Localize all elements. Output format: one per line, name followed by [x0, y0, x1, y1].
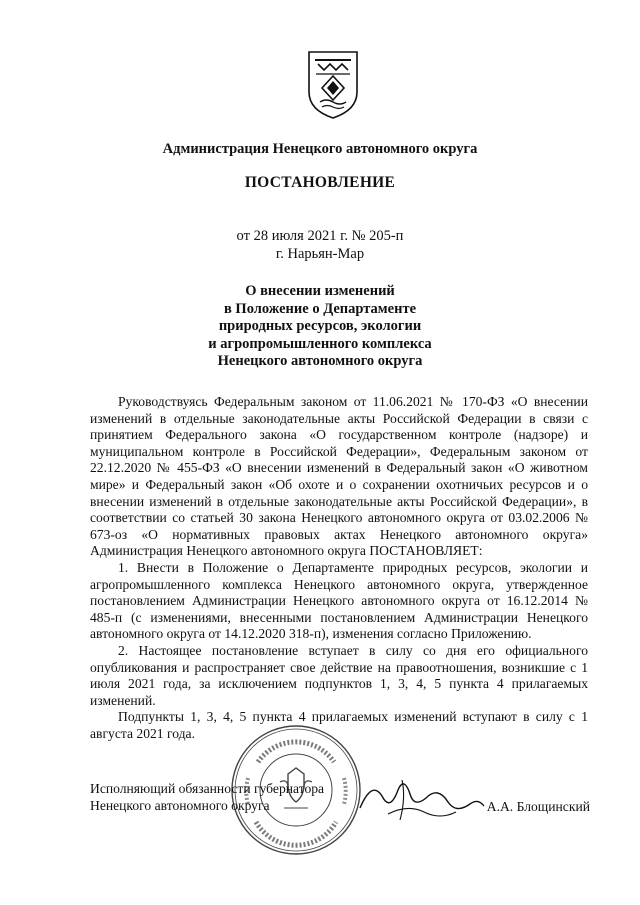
clause-1-paragraph: 1. Внести в Положение о Департаменте природных ресурсов, экологии и агропромышленного комплекса Ненецкого автономного округа, утвержденное постановлением Администрации Ненецкого автономного округа от 16.12.2014 № 485-п (с изменениями, внесенными постановлением Администрации Ненецкого автономного округа от 14.12.2020 318-п), изменения согласно Приложению.	[90, 559, 588, 642]
subject-line: и агропромышленного комплекса	[208, 335, 432, 352]
organization-title: Администрация Ненецкого автономного округа	[162, 141, 478, 157]
position-line: Ненецкого автономного округа	[90, 798, 270, 813]
subject-line: природных ресурсов, экологии	[218, 318, 422, 335]
signer-name: А.А. Блощинский	[486, 799, 590, 814]
document-subject	[0, 283, 640, 371]
document-type: ПОСТАНОВЛЕНИЕ	[244, 174, 396, 191]
subject-line: в Положение о Департаменте	[223, 300, 417, 317]
clause-2-note-paragraph: Подпункты 1, 3, 4, 5 пункта 4 прилагаемых изменений вступают в силу с 1 августа 2021 года.	[90, 709, 588, 741]
coat-of-arms-icon	[306, 48, 360, 120]
position-line: Исполняющий обязанности губернатора	[90, 781, 325, 796]
subject-line: Ненецкого автономного округа	[217, 353, 423, 370]
clause-2-paragraph: 2. Настоящее постановление вступает в силу со дня его официального опубликования и распространяет свое действие на правоотношения, возникшие с 1 июля 2021 года, за исключением подпунктов 1, 3, 4, 5 пункта 4 прилагаемых изменений.	[90, 642, 588, 708]
preamble-paragraph: Руководствуясь Федеральным законом от 11.06.2021 № 170-ФЗ «О внесении изменений в отдельные законодательные акты Российской Федерации в связи с принятием Федерального закона «О государственном контроле (надзоре) и муниципальном контроле в Российской Федерации», Федеральным законом от 22.12.2020 № 455-ФЗ «О внесении изменений в Федеральный закон «О животном мире» и Федеральный закон «Об охоте и о сохранении охотничьих ресурсов и о внесении изменений в отдельные законодательные акты Российской Федерации», в соответствии со статьей 30 закона Ненецкого автономного округа от 03.02.2006 № 673-оз «О нормативных правовых актах Ненецкого автономного округа» Администрация Ненецкого автономного округа ПОСТАНОВЛЯЕТ:	[90, 394, 588, 559]
signature-block	[90, 780, 590, 814]
date-number: от 28 июля 2021 г. № 205-п	[236, 228, 404, 244]
city: г. Нарьян-Мар	[275, 246, 365, 262]
subject-line: О внесении изменений	[245, 283, 395, 299]
document-body	[90, 394, 588, 742]
